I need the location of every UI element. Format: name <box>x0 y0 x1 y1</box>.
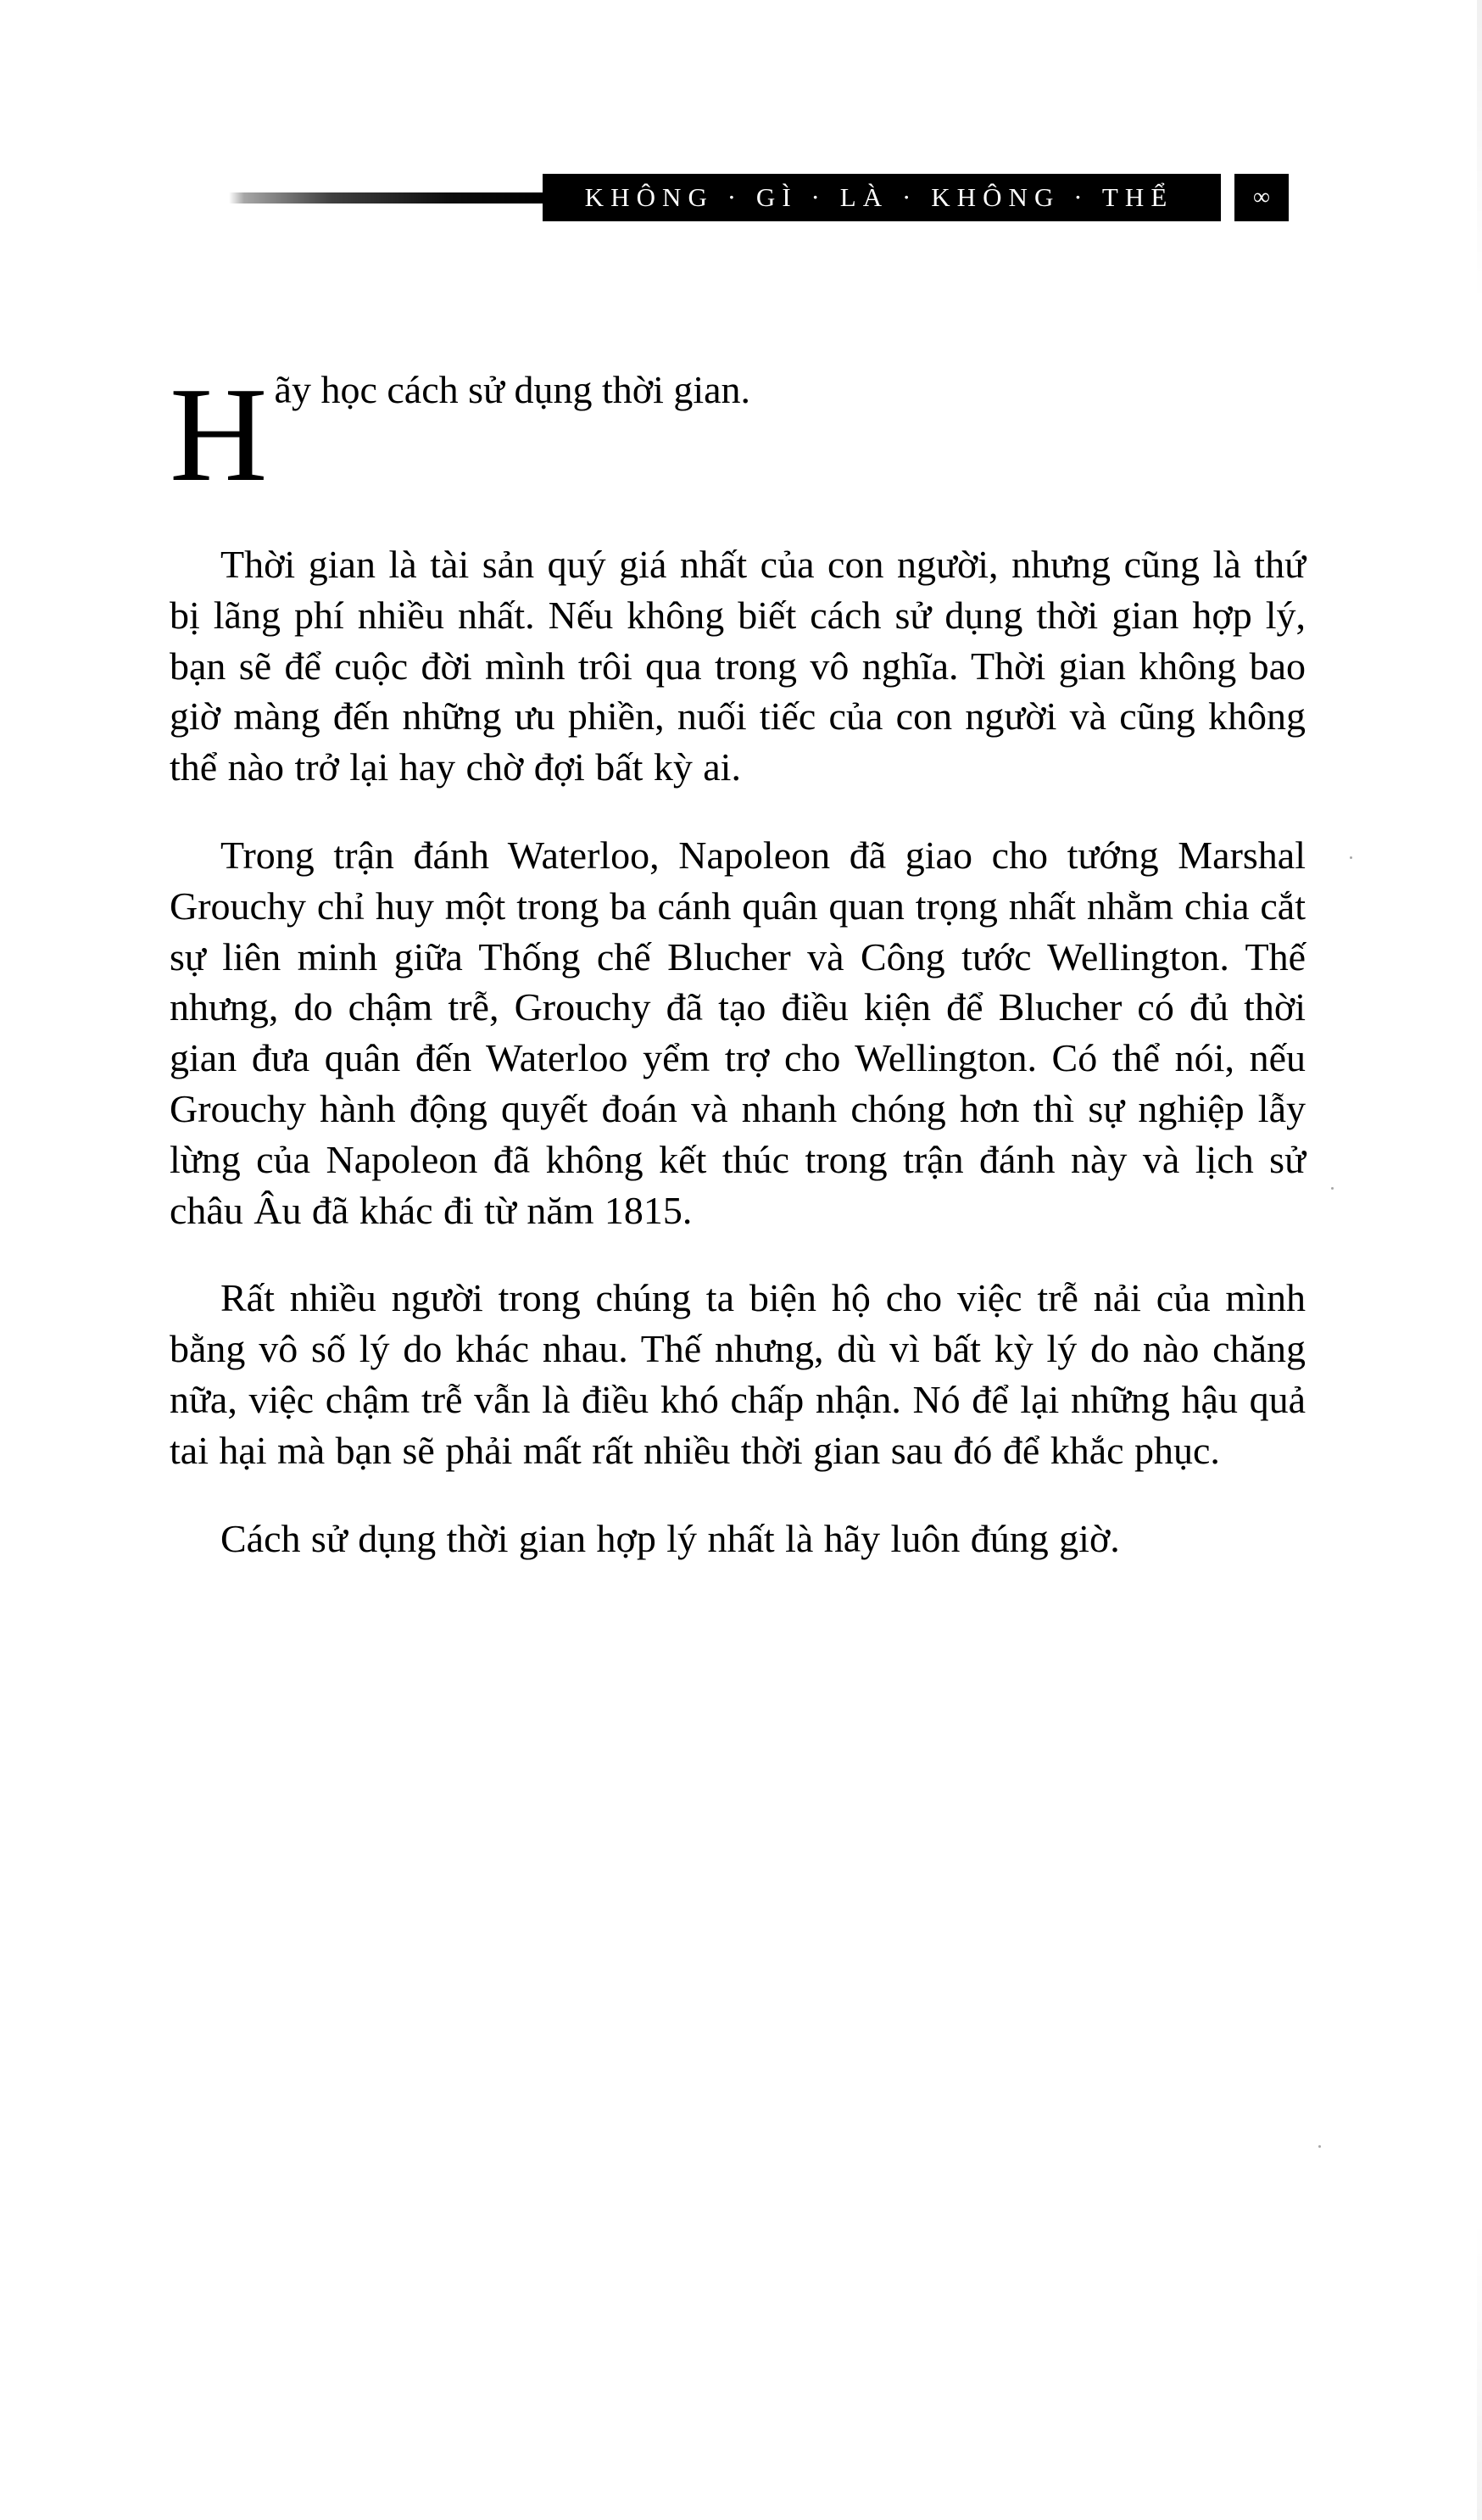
scan-speck <box>1318 2145 1321 2148</box>
paragraph-3: Rất nhiều người trong chúng ta biện hộ cho việc trễ nải của mình bằng vô số lý do khác nhau. Thế nhưng, dù vì bất kỳ lý do nào chăng nữa, việc chậm trễ vẫn là điều khó chấp nhận. Nó để lại những hậu quả tai hại mà bạn sẽ phải mất rất nhiều thời gian sau đó để khắc phục. <box>170 1276 1306 1472</box>
header-decorative-rule <box>229 192 543 203</box>
opening-paragraph-text: ãy học cách sử dụng thời gian. <box>274 368 751 411</box>
paragraph-4: Cách sử dụng thời gian hợp lý nhất là hãy luôn đúng giờ. <box>220 1516 1120 1560</box>
opening-paragraph <box>170 359 1306 510</box>
running-header <box>229 174 1289 221</box>
page-body <box>170 359 1306 1564</box>
scan-speck <box>1350 856 1352 859</box>
ornament-badge-icon: ∞ <box>1234 174 1289 221</box>
scan-speck <box>1331 1187 1334 1190</box>
paragraph-1: Thời gian là tài sản quý giá nhất của con người, nhưng cũng là thứ bị lãng phí nhiều nhất. Nếu không biết cách sử dụng thời gian hợp lý, bạn sẽ để cuộc đời mình trôi qua trong vô nghĩa. Thời gian không bao giờ màng đến những ưu phiền, nuối tiếc của con người và cũng không thể nào trở lại hay chờ đợi bất kỳ ai. <box>170 543 1306 789</box>
page-edge-shadow <box>1477 0 1482 2520</box>
drop-cap: H <box>170 359 268 510</box>
paragraph-2: Trong trận đánh Waterloo, Napoleon đã giao cho tướng Marshal Grouchy chỉ huy một trong ba cánh quân quan trọng nhất nhằm chia cắt sự liên minh giữa Thống chế Blucher và Công tước Wellington. Thế nhưng, do chậm trễ, Grouchy đã tạo điều kiện để Blucher có đủ thời gian đưa quân đến Waterloo yểm trợ cho Wellington. Có thể nói, nếu Grouchy hành động quyết đoán và nhanh chóng hơn thì sự nghiệp lẫy lừng của Napoleon đã không kết thúc trong trận đánh này và lịch sử châu Âu đã khác đi từ năm 1815. <box>170 833 1306 1232</box>
header-title: KHÔNG · GÌ · LÀ · KHÔNG · THỂ <box>543 174 1221 221</box>
